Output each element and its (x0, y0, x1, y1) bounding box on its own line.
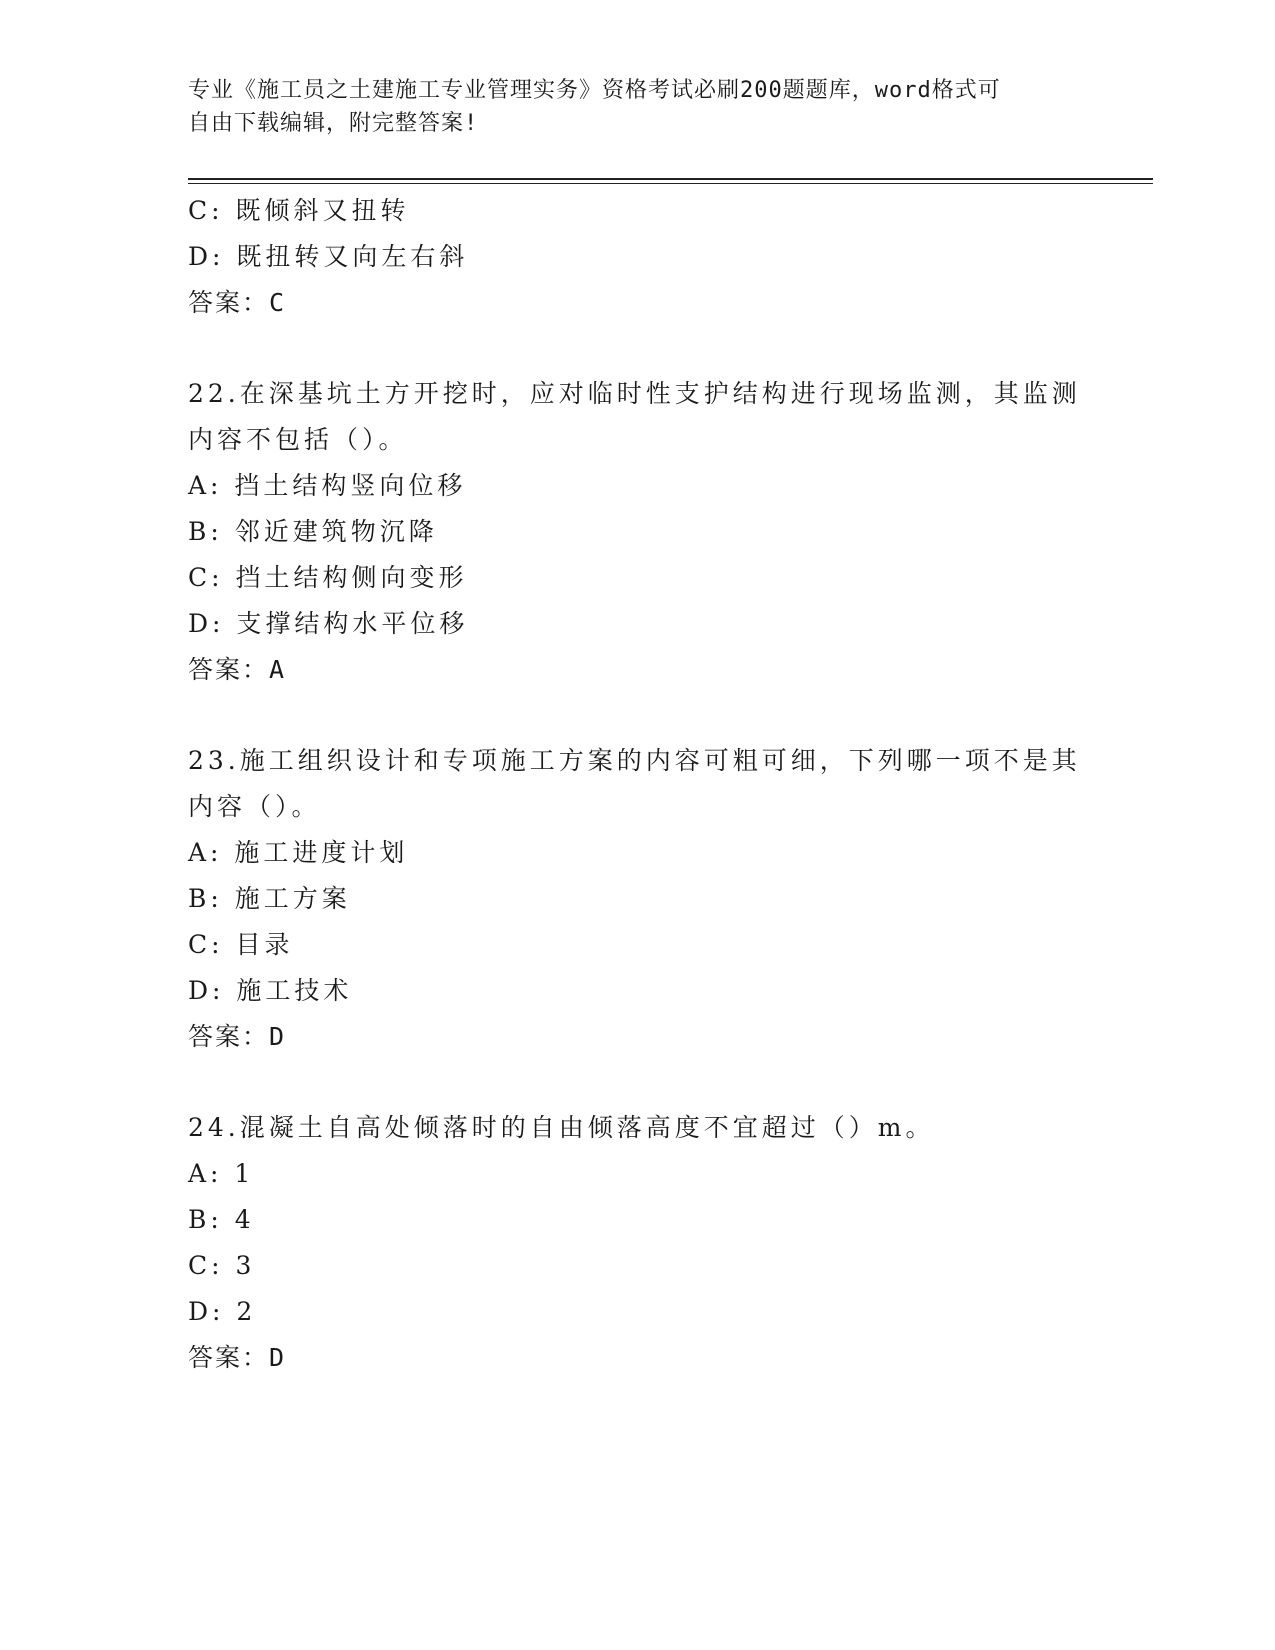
answer-line: 答案：C (188, 288, 287, 317)
question-21-continued (188, 188, 1088, 326)
option-a: A: 挡土结构竖向位移 (188, 471, 467, 500)
option-c: C: 挡土结构侧向变形 (188, 563, 468, 592)
option-c: C: 目录 (188, 930, 294, 959)
option-d: D: 既扭转又向左右斜 (188, 242, 469, 271)
question-24 (188, 1105, 1088, 1381)
question-list (188, 188, 1088, 1381)
answer-line: 答案：D (188, 1343, 287, 1372)
option-d: D: 支撑结构水平位移 (188, 609, 469, 638)
option-d: D: 施工技术 (188, 976, 353, 1005)
spacer (188, 326, 1088, 371)
option-c: C: 既倾斜又扭转 (188, 196, 410, 225)
answer-line: 答案：A (188, 655, 287, 684)
answer-line: 答案：D (188, 1022, 287, 1051)
spacer (188, 693, 1088, 738)
spacer (188, 1060, 1088, 1105)
question-stem: 24.混凝土自高处倾落时的自由倾落高度不宜超过（）m。 (188, 1113, 935, 1142)
header-rule-thick (188, 178, 1153, 180)
question-stem: 22.在深基坑土方开挖时，应对临时性支护结构进行现场监测，其监测 (188, 379, 1081, 408)
header-rule-thin (188, 183, 1153, 184)
question-22 (188, 371, 1088, 693)
option-b: B: 4 (188, 1205, 255, 1234)
option-c: C: 3 (188, 1251, 256, 1280)
question-stem-continued: 内容不包括（）。 (188, 425, 408, 454)
option-d: D: 2 (188, 1297, 257, 1326)
header-title-line-1: 专业《施工员之土建施工专业管理实务》资格考试必刷200题题库，word格式可 (188, 78, 1001, 103)
option-a: A: 施工进度计划 (188, 838, 409, 867)
option-b: B: 施工方案 (188, 884, 351, 913)
option-a: A: 1 (188, 1159, 255, 1188)
document-header (188, 74, 1088, 140)
header-title-line-2: 自由下载编辑，附完整答案! (188, 111, 479, 136)
question-23 (188, 738, 1088, 1060)
option-b: B: 邻近建筑物沉降 (188, 517, 438, 546)
question-stem-continued: 内容（）。 (188, 792, 321, 821)
question-stem: 23.施工组织设计和专项施工方案的内容可粗可细，下列哪一项不是其 (188, 746, 1081, 775)
